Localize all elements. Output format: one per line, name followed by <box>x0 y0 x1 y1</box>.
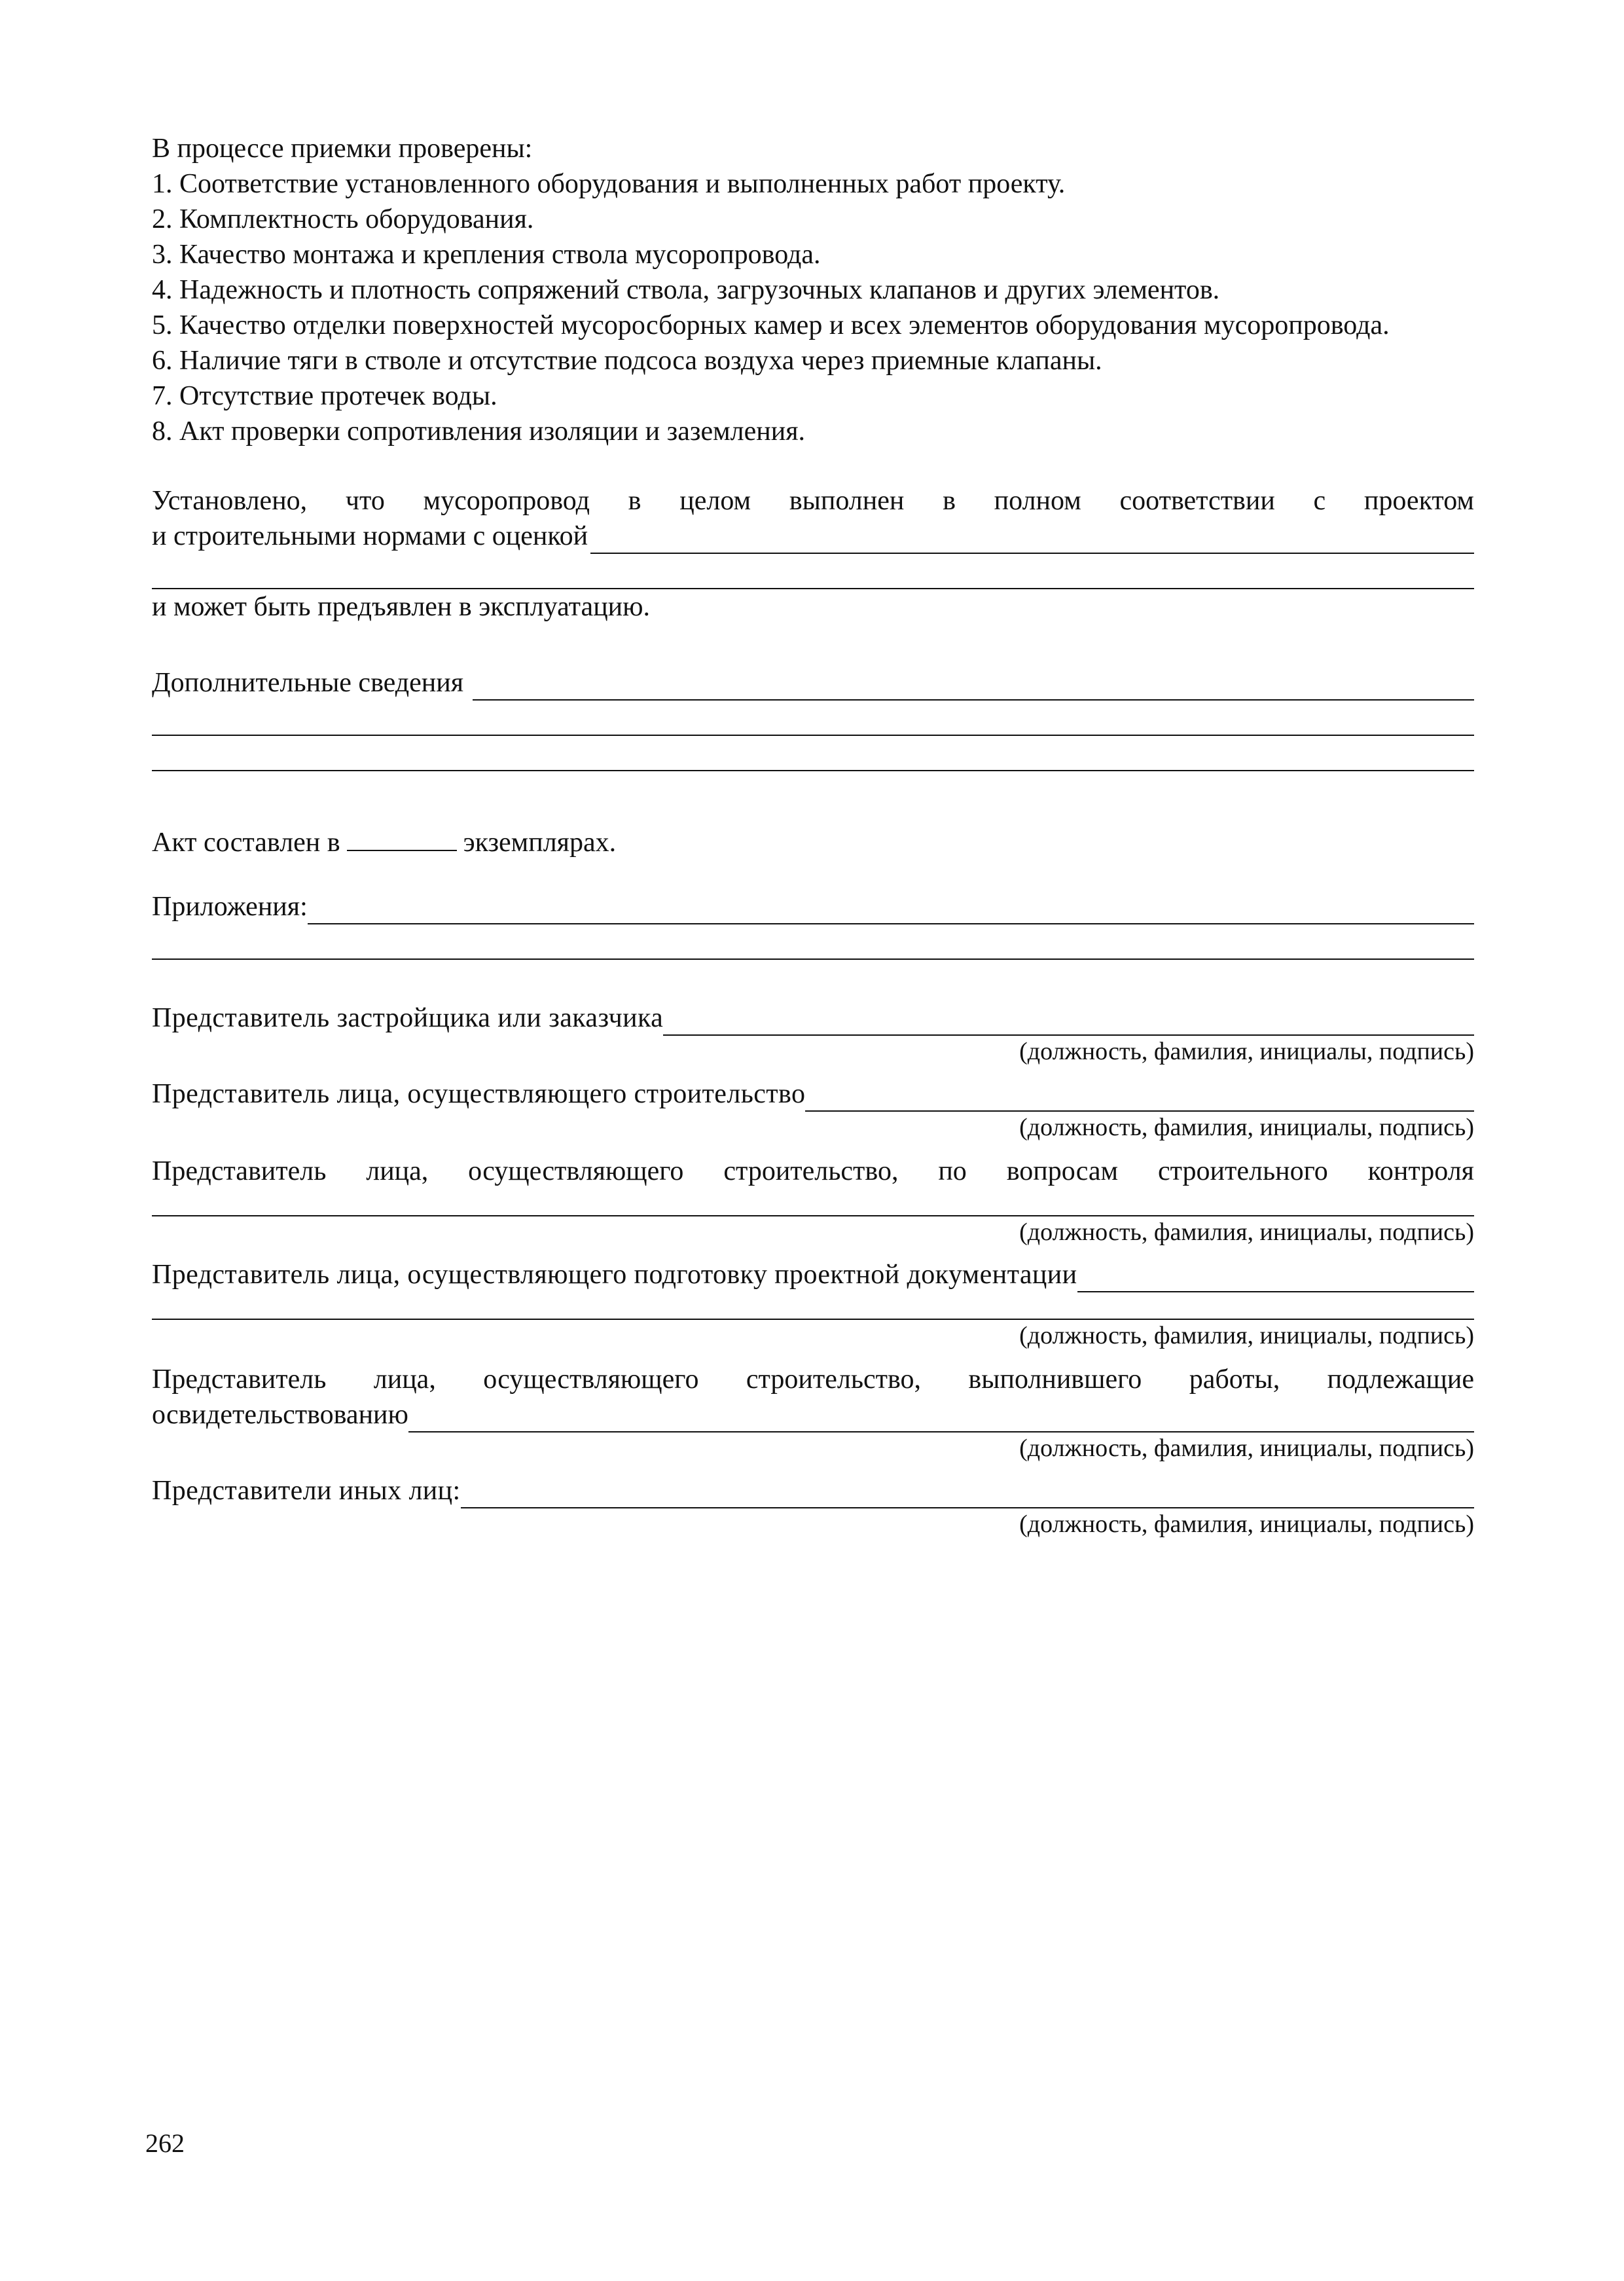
page-number: 262 <box>145 2128 185 2158</box>
builder-signature-field[interactable] <box>805 1084 1474 1112</box>
check-item-7: 7. Отсутствие протечек воды. <box>152 381 497 411</box>
builder-hint: (должность, фамилия, инициалы, подпись) <box>1019 1114 1474 1141</box>
rating-field-continuation[interactable] <box>152 554 1474 589</box>
attachments-field[interactable] <box>308 897 1474 924</box>
additional-label: Дополнительные сведения <box>152 668 464 698</box>
rating-field[interactable] <box>590 526 1474 554</box>
others-row <box>152 1473 1474 1508</box>
others-hint: (должность, фамилия, инициалы, подпись) <box>1019 1510 1474 1538</box>
act-page <box>152 131 1474 1540</box>
additional-field[interactable] <box>473 673 1474 701</box>
performer-signature-field[interactable] <box>408 1405 1474 1432</box>
attachments-field-line2[interactable] <box>152 924 1474 960</box>
copies-line <box>152 824 1474 860</box>
others-label: Представители иных лиц: <box>152 1476 461 1506</box>
copies-before: Акт составлен в <box>152 828 340 858</box>
builder-label: Представитель лица, осуществляющего строительство <box>152 1079 806 1109</box>
builder-row <box>152 1076 1474 1112</box>
control-signature-field[interactable] <box>152 1189 1474 1216</box>
designer-signature-field-line2[interactable] <box>152 1292 1474 1320</box>
designer-row <box>152 1257 1474 1292</box>
performer-row <box>152 1397 1474 1432</box>
performer-label-line1: Представитель лица, осуществляющего строительство, выполнившего работы, подлежащие <box>152 1364 1474 1395</box>
developer-row <box>152 1000 1474 1036</box>
checks-heading: В процессе приемки проверены: <box>152 134 533 164</box>
check-item-3: 3. Качество монтажа и крепления ствола мусоропровода. <box>152 240 821 270</box>
control-label: Представитель лица, осуществляющего строительство, по вопросам строительного контроля <box>152 1156 1474 1186</box>
check-item-8: 8. Акт проверки сопротивления изоляции и заземления. <box>152 416 806 447</box>
designer-hint: (должность, фамилия, инициалы, подпись) <box>1019 1322 1474 1349</box>
developer-signature-field[interactable] <box>663 1008 1474 1036</box>
rating-label: и строительными нормами с оценкой <box>152 521 588 551</box>
others-signature-field[interactable] <box>461 1481 1474 1508</box>
copies-count-field[interactable] <box>347 824 457 851</box>
designer-signature-field[interactable] <box>1077 1265 1474 1292</box>
check-item-1: 1. Соответствие установленного оборудования и выполненных работ проекту. <box>152 169 1066 199</box>
rating-row <box>152 519 1474 554</box>
additional-field-line2[interactable] <box>152 701 1474 736</box>
performer-hint: (должность, фамилия, инициалы, подпись) <box>1019 1434 1474 1462</box>
established-line1: Установлено, что мусоропровод в целом выполнен в полном соответствии с проектом <box>152 486 1474 516</box>
check-item-6: 6. Наличие тяги в стволе и отсутствие подсоса воздуха через приемные клапаны. <box>152 346 1102 376</box>
check-item-5: 5. Качество отделки поверхностей мусоросборных камер и всех элементов оборудования мусоропровода. <box>152 310 1390 340</box>
designer-label: Представитель лица, осуществляющего подготовку проектной документации <box>152 1260 1077 1290</box>
developer-hint: (должность, фамилия, инициалы, подпись) <box>1019 1038 1474 1065</box>
attachments-row <box>152 889 1474 924</box>
performer-label-line2: освидетельствованию <box>152 1400 408 1430</box>
additional-field-line3[interactable] <box>152 736 1474 771</box>
additional-row <box>152 665 1474 701</box>
attachments-label: Приложения: <box>152 892 308 922</box>
check-item-4: 4. Надежность и плотность сопряжений ствола, загрузочных клапанов и других элементов. <box>152 275 1220 305</box>
established-closing: и может быть предъявлен в эксплуатацию. <box>152 592 651 622</box>
developer-label: Представитель застройщика или заказчика <box>152 1003 664 1033</box>
control-hint: (должность, фамилия, инициалы, подпись) <box>1019 1218 1474 1246</box>
copies-after: экземплярах. <box>463 828 617 858</box>
check-item-2: 2. Комплектность оборудования. <box>152 204 534 234</box>
